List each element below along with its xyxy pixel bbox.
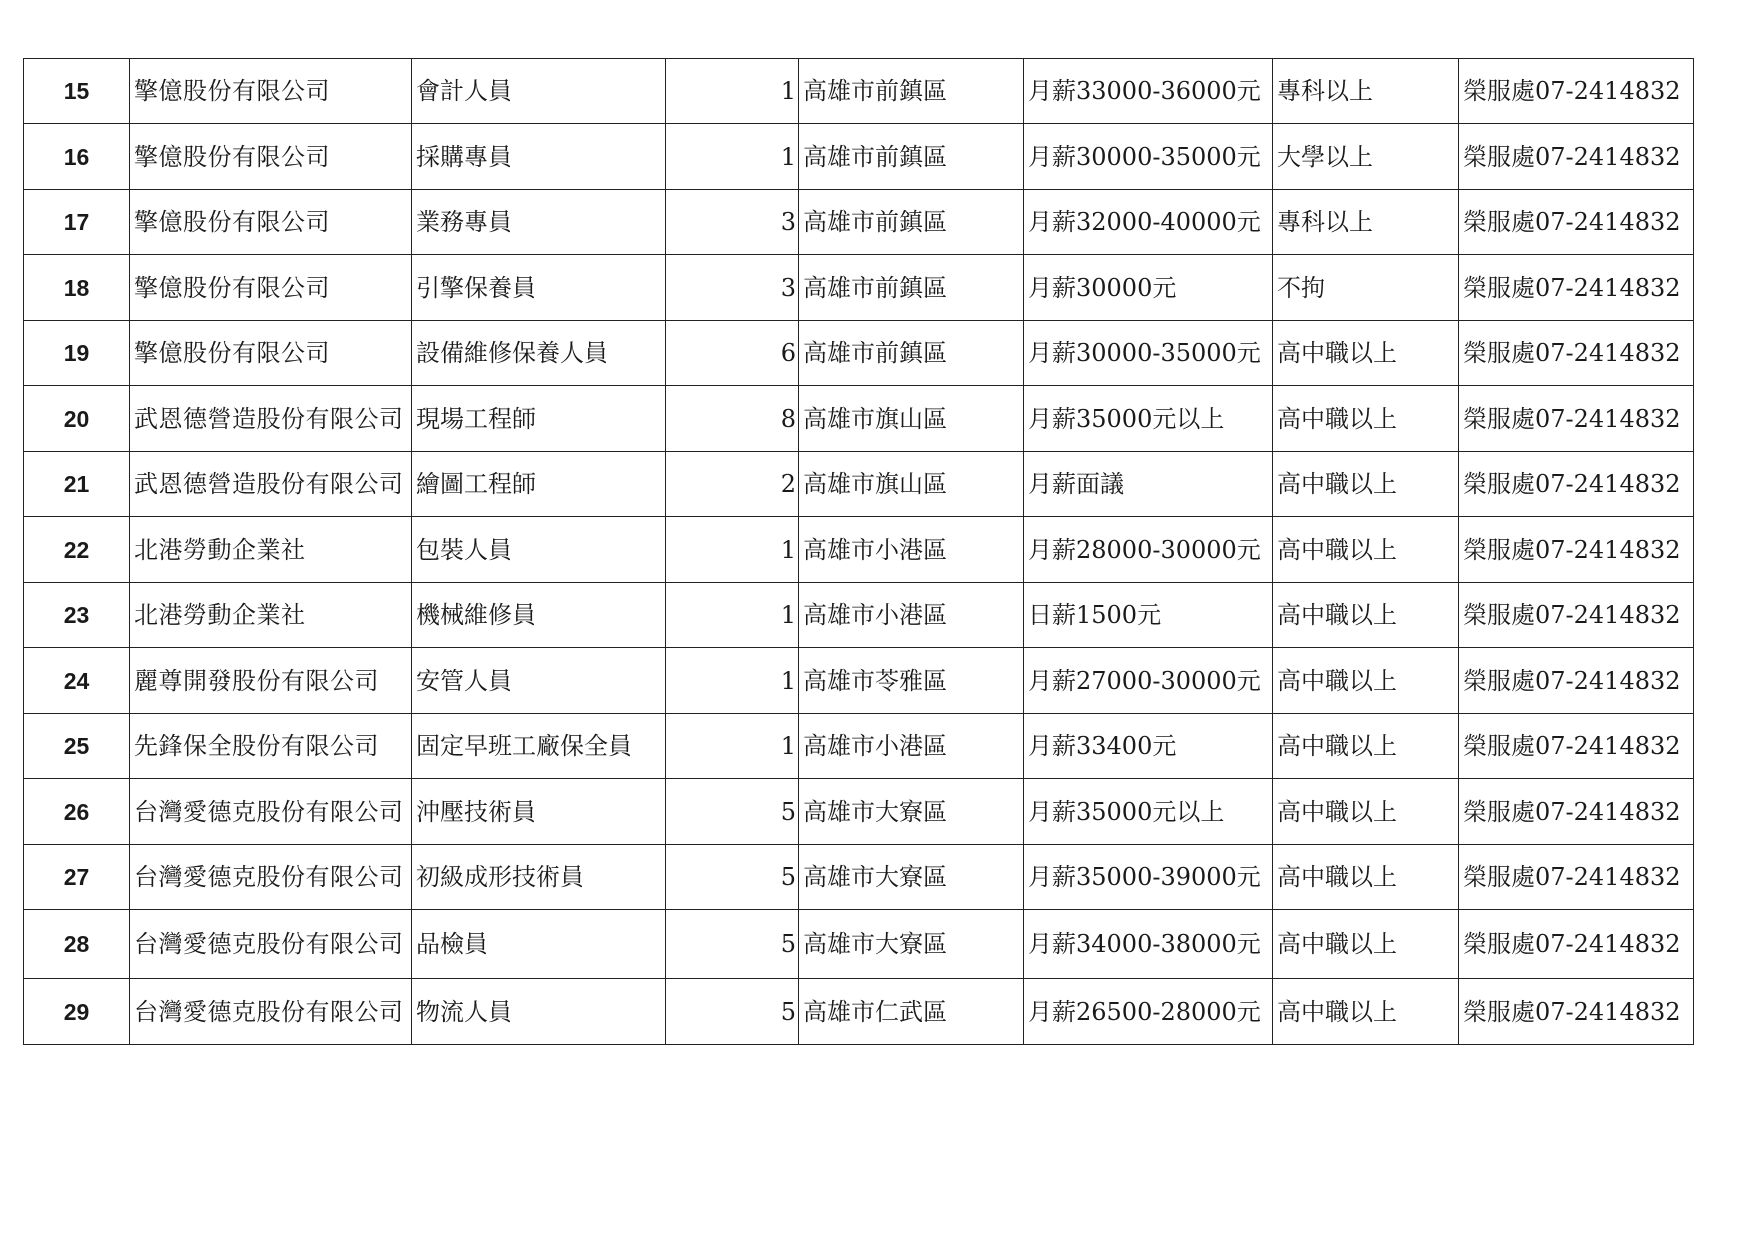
work-location-cell [799,648,1024,714]
work-location-cell [799,910,1024,979]
row-number-cell [24,321,130,386]
contact-info: 榮服處07-2414832 [1463,997,1681,1026]
row-number-cell [24,255,130,321]
job-position: 固定早班工廠保全員 [416,732,632,760]
opening-count-cell [666,648,799,714]
job-position: 安管人員 [416,666,512,695]
work-location: 高雄市前鎮區 [803,339,947,367]
education-requirement-cell [1273,452,1459,517]
salary: 月薪30000元 [1028,273,1177,302]
opening-count: 1 [780,535,796,564]
opening-count: 5 [780,930,796,958]
education-requirement: 高中職以上 [1277,930,1397,958]
education-requirement-cell [1273,648,1459,714]
row-number: 23 [63,602,90,628]
salary: 月薪30000-35000元 [1028,339,1261,367]
job-position-cell [412,517,666,583]
row-number-cell [24,779,130,845]
opening-count-cell [666,714,799,779]
work-location-cell [799,517,1024,583]
contact-info-cell [1459,452,1694,517]
work-location-cell [799,452,1024,517]
salary: 月薪32000-40000元 [1028,208,1261,236]
company-name: 台灣愛德克股份有限公司 [134,930,404,958]
salary: 月薪34000-38000元 [1028,930,1261,958]
opening-count-cell [666,386,799,452]
work-location: 高雄市前鎮區 [803,208,947,236]
education-requirement: 高中職以上 [1277,601,1397,629]
table-row [24,190,1694,255]
work-location-cell [799,583,1024,648]
salary-cell [1024,910,1273,979]
opening-count: 1 [780,142,796,171]
company-name: 北港勞動企業社 [134,535,306,564]
opening-count-cell [666,255,799,321]
company-name: 台灣愛德克股份有限公司 [134,863,404,891]
company-name: 擎億股份有限公司 [134,273,330,302]
table-row [24,648,1694,714]
row-number: 26 [63,798,90,825]
work-location: 高雄市大寮區 [803,930,947,958]
job-position: 品檢員 [416,930,488,958]
education-requirement: 高中職以上 [1277,470,1397,498]
salary-cell [1024,386,1273,452]
job-position-cell [412,59,666,124]
contact-info: 榮服處07-2414832 [1463,273,1681,302]
company-name-cell [130,321,412,386]
job-position-cell [412,779,666,845]
company-name-cell [130,124,412,190]
work-location: 高雄市前鎮區 [803,77,947,105]
work-location-cell [799,255,1024,321]
contact-info: 榮服處07-2414832 [1463,930,1681,958]
education-requirement: 不拘 [1277,273,1325,302]
job-position: 設備維修保養人員 [416,339,608,367]
company-name-cell [130,255,412,321]
education-requirement-cell [1273,714,1459,779]
opening-count: 6 [780,339,796,367]
company-name: 台灣愛德克股份有限公司 [134,997,404,1026]
job-position-cell [412,255,666,321]
contact-info: 榮服處07-2414832 [1463,797,1681,826]
work-location-cell [799,386,1024,452]
salary-cell [1024,321,1273,386]
row-number-cell [24,517,130,583]
contact-info: 榮服處07-2414832 [1463,601,1681,629]
work-location: 高雄市仁武區 [803,997,947,1026]
opening-count: 5 [780,997,796,1026]
salary: 月薪28000-30000元 [1028,535,1261,564]
salary-cell [1024,124,1273,190]
job-position: 採購專員 [416,142,512,171]
opening-count-cell [666,190,799,255]
contact-info-cell [1459,386,1694,452]
contact-info-cell [1459,779,1694,845]
contact-info: 榮服處07-2414832 [1463,732,1681,760]
education-requirement-cell [1273,583,1459,648]
work-location: 高雄市小港區 [803,732,947,760]
job-position-cell [412,979,666,1045]
company-name: 先鋒保全股份有限公司 [134,732,379,760]
salary: 月薪27000-30000元 [1028,666,1261,695]
contact-info-cell [1459,910,1694,979]
education-requirement: 高中職以上 [1277,997,1397,1026]
row-number-cell [24,452,130,517]
work-location: 高雄市前鎮區 [803,142,947,171]
work-location-cell [799,714,1024,779]
job-position-cell [412,124,666,190]
work-location: 高雄市旗山區 [803,470,947,498]
row-number-cell [24,714,130,779]
company-name: 台灣愛德克股份有限公司 [134,797,404,826]
row-number: 20 [63,405,90,432]
education-requirement-cell [1273,979,1459,1045]
opening-count: 5 [780,863,796,891]
contact-info-cell [1459,321,1694,386]
education-requirement-cell [1273,124,1459,190]
contact-info-cell [1459,979,1694,1045]
work-location-cell [799,321,1024,386]
education-requirement: 高中職以上 [1277,732,1397,760]
education-requirement: 高中職以上 [1277,535,1397,564]
education-requirement: 高中職以上 [1277,797,1397,826]
work-location: 高雄市旗山區 [803,404,947,433]
job-position: 現場工程師 [416,404,536,433]
company-name: 北港勞動企業社 [134,601,306,629]
contact-info: 榮服處07-2414832 [1463,666,1681,695]
salary: 月薪35000元以上 [1028,404,1225,433]
salary-cell [1024,779,1273,845]
contact-info: 榮服處07-2414832 [1463,404,1681,433]
education-requirement-cell [1273,255,1459,321]
education-requirement-cell [1273,59,1459,124]
opening-count: 5 [780,797,796,826]
job-position: 業務專員 [416,208,512,236]
salary: 月薪26500-28000元 [1028,997,1261,1026]
contact-info-cell [1459,190,1694,255]
row-number-cell [24,845,130,910]
company-name-cell [130,59,412,124]
work-location: 高雄市苓雅區 [803,666,947,695]
company-name: 武恩德營造股份有限公司 [134,470,404,498]
contact-info: 榮服處07-2414832 [1463,208,1681,236]
salary: 月薪35000-39000元 [1028,863,1261,891]
salary-cell [1024,517,1273,583]
company-name-cell [130,910,412,979]
job-position: 初級成形技術員 [416,863,584,891]
company-name-cell [130,386,412,452]
work-location: 高雄市大寮區 [803,797,947,826]
contact-info: 榮服處07-2414832 [1463,535,1681,564]
row-number: 16 [63,143,90,170]
company-name: 擎億股份有限公司 [134,77,330,105]
row-number: 29 [63,998,90,1025]
opening-count: 1 [780,601,796,629]
opening-count-cell [666,321,799,386]
table-row [24,979,1694,1045]
contact-info-cell [1459,517,1694,583]
row-number-cell [24,59,130,124]
salary: 月薪面議 [1028,470,1124,498]
company-name: 武恩德營造股份有限公司 [134,404,404,433]
row-number-cell [24,583,130,648]
company-name-cell [130,452,412,517]
education-requirement: 高中職以上 [1277,339,1397,367]
job-position-cell [412,386,666,452]
row-number-cell [24,910,130,979]
contact-info-cell [1459,845,1694,910]
education-requirement: 專科以上 [1277,77,1373,105]
row-number: 21 [63,471,90,497]
opening-count: 2 [780,470,796,498]
contact-info: 榮服處07-2414832 [1463,339,1681,367]
job-position-cell [412,583,666,648]
row-number: 22 [63,536,90,563]
work-location: 高雄市小港區 [803,601,947,629]
education-requirement: 高中職以上 [1277,666,1397,695]
row-number: 15 [63,78,90,104]
opening-count-cell [666,124,799,190]
work-location-cell [799,845,1024,910]
opening-count: 3 [780,208,796,236]
work-location: 高雄市前鎮區 [803,273,947,302]
job-position: 包裝人員 [416,535,512,564]
company-name-cell [130,714,412,779]
salary: 月薪30000-35000元 [1028,142,1261,171]
table-row [24,583,1694,648]
job-position-cell [412,845,666,910]
opening-count-cell [666,452,799,517]
job-position: 引擎保養員 [416,273,536,302]
contact-info-cell [1459,648,1694,714]
table-row [24,452,1694,517]
job-position-cell [412,452,666,517]
job-position: 物流人員 [416,997,512,1026]
salary: 月薪33000-36000元 [1028,77,1261,105]
company-name-cell [130,190,412,255]
job-position-cell [412,321,666,386]
job-position: 沖壓技術員 [416,797,536,826]
salary-cell [1024,714,1273,779]
job-position-cell [412,714,666,779]
row-number: 25 [63,733,90,759]
row-number: 17 [63,209,90,235]
work-location-cell [799,190,1024,255]
table-row [24,124,1694,190]
table-row [24,321,1694,386]
work-location: 高雄市大寮區 [803,863,947,891]
education-requirement: 大學以上 [1277,142,1373,171]
row-number: 24 [63,667,90,694]
opening-count-cell [666,583,799,648]
table-row [24,779,1694,845]
job-position-cell [412,190,666,255]
contact-info-cell [1459,59,1694,124]
opening-count-cell [666,517,799,583]
company-name: 擎億股份有限公司 [134,142,330,171]
work-location-cell [799,59,1024,124]
opening-count-cell [666,910,799,979]
salary-cell [1024,59,1273,124]
row-number-cell [24,648,130,714]
opening-count: 1 [780,77,796,105]
table-row [24,386,1694,452]
salary-cell [1024,190,1273,255]
company-name-cell [130,779,412,845]
contact-info-cell [1459,714,1694,779]
table-row [24,255,1694,321]
row-number-cell [24,386,130,452]
opening-count: 1 [780,666,796,695]
contact-info-cell [1459,124,1694,190]
table-row [24,910,1694,979]
work-location-cell [799,979,1024,1045]
company-name-cell [130,979,412,1045]
company-name: 擎億股份有限公司 [134,208,330,236]
row-number: 18 [63,274,90,301]
contact-info: 榮服處07-2414832 [1463,470,1681,498]
salary-cell [1024,583,1273,648]
table-body [24,59,1694,1045]
job-position: 繪圖工程師 [416,470,536,498]
table-row [24,517,1694,583]
opening-count-cell [666,59,799,124]
table-row [24,59,1694,124]
table-row [24,845,1694,910]
company-name-cell [130,583,412,648]
row-number: 28 [63,931,90,957]
salary-cell [1024,452,1273,517]
salary: 日薪1500元 [1028,601,1162,629]
job-position-cell [412,910,666,979]
job-position: 會計人員 [416,77,512,105]
education-requirement: 高中職以上 [1277,404,1397,433]
company-name: 擎億股份有限公司 [134,339,330,367]
education-requirement-cell [1273,517,1459,583]
education-requirement-cell [1273,779,1459,845]
row-number: 27 [63,864,90,890]
education-requirement-cell [1273,190,1459,255]
row-number-cell [24,124,130,190]
education-requirement-cell [1273,386,1459,452]
work-location-cell [799,124,1024,190]
contact-info-cell [1459,583,1694,648]
education-requirement-cell [1273,321,1459,386]
work-location-cell [799,779,1024,845]
salary-cell [1024,255,1273,321]
education-requirement: 高中職以上 [1277,863,1397,891]
row-number-cell [24,190,130,255]
opening-count: 8 [780,404,796,433]
salary: 月薪35000元以上 [1028,797,1225,826]
education-requirement-cell [1273,845,1459,910]
company-name-cell [130,648,412,714]
company-name-cell [130,517,412,583]
opening-count-cell [666,779,799,845]
salary-cell [1024,979,1273,1045]
education-requirement: 專科以上 [1277,208,1373,236]
opening-count-cell [666,845,799,910]
job-listing-table [23,58,1694,1045]
contact-info: 榮服處07-2414832 [1463,77,1681,105]
work-location: 高雄市小港區 [803,535,947,564]
opening-count: 1 [780,732,796,760]
job-position-cell [412,648,666,714]
row-number-cell [24,979,130,1045]
opening-count-cell [666,979,799,1045]
education-requirement-cell [1273,910,1459,979]
salary-cell [1024,648,1273,714]
company-name: 麗尊開發股份有限公司 [134,666,379,695]
contact-info: 榮服處07-2414832 [1463,142,1681,171]
salary-cell [1024,845,1273,910]
opening-count: 3 [780,273,796,302]
contact-info: 榮服處07-2414832 [1463,863,1681,891]
row-number: 19 [63,340,90,366]
company-name-cell [130,845,412,910]
table-row [24,714,1694,779]
contact-info-cell [1459,255,1694,321]
job-position: 機械維修員 [416,601,536,629]
salary: 月薪33400元 [1028,732,1177,760]
